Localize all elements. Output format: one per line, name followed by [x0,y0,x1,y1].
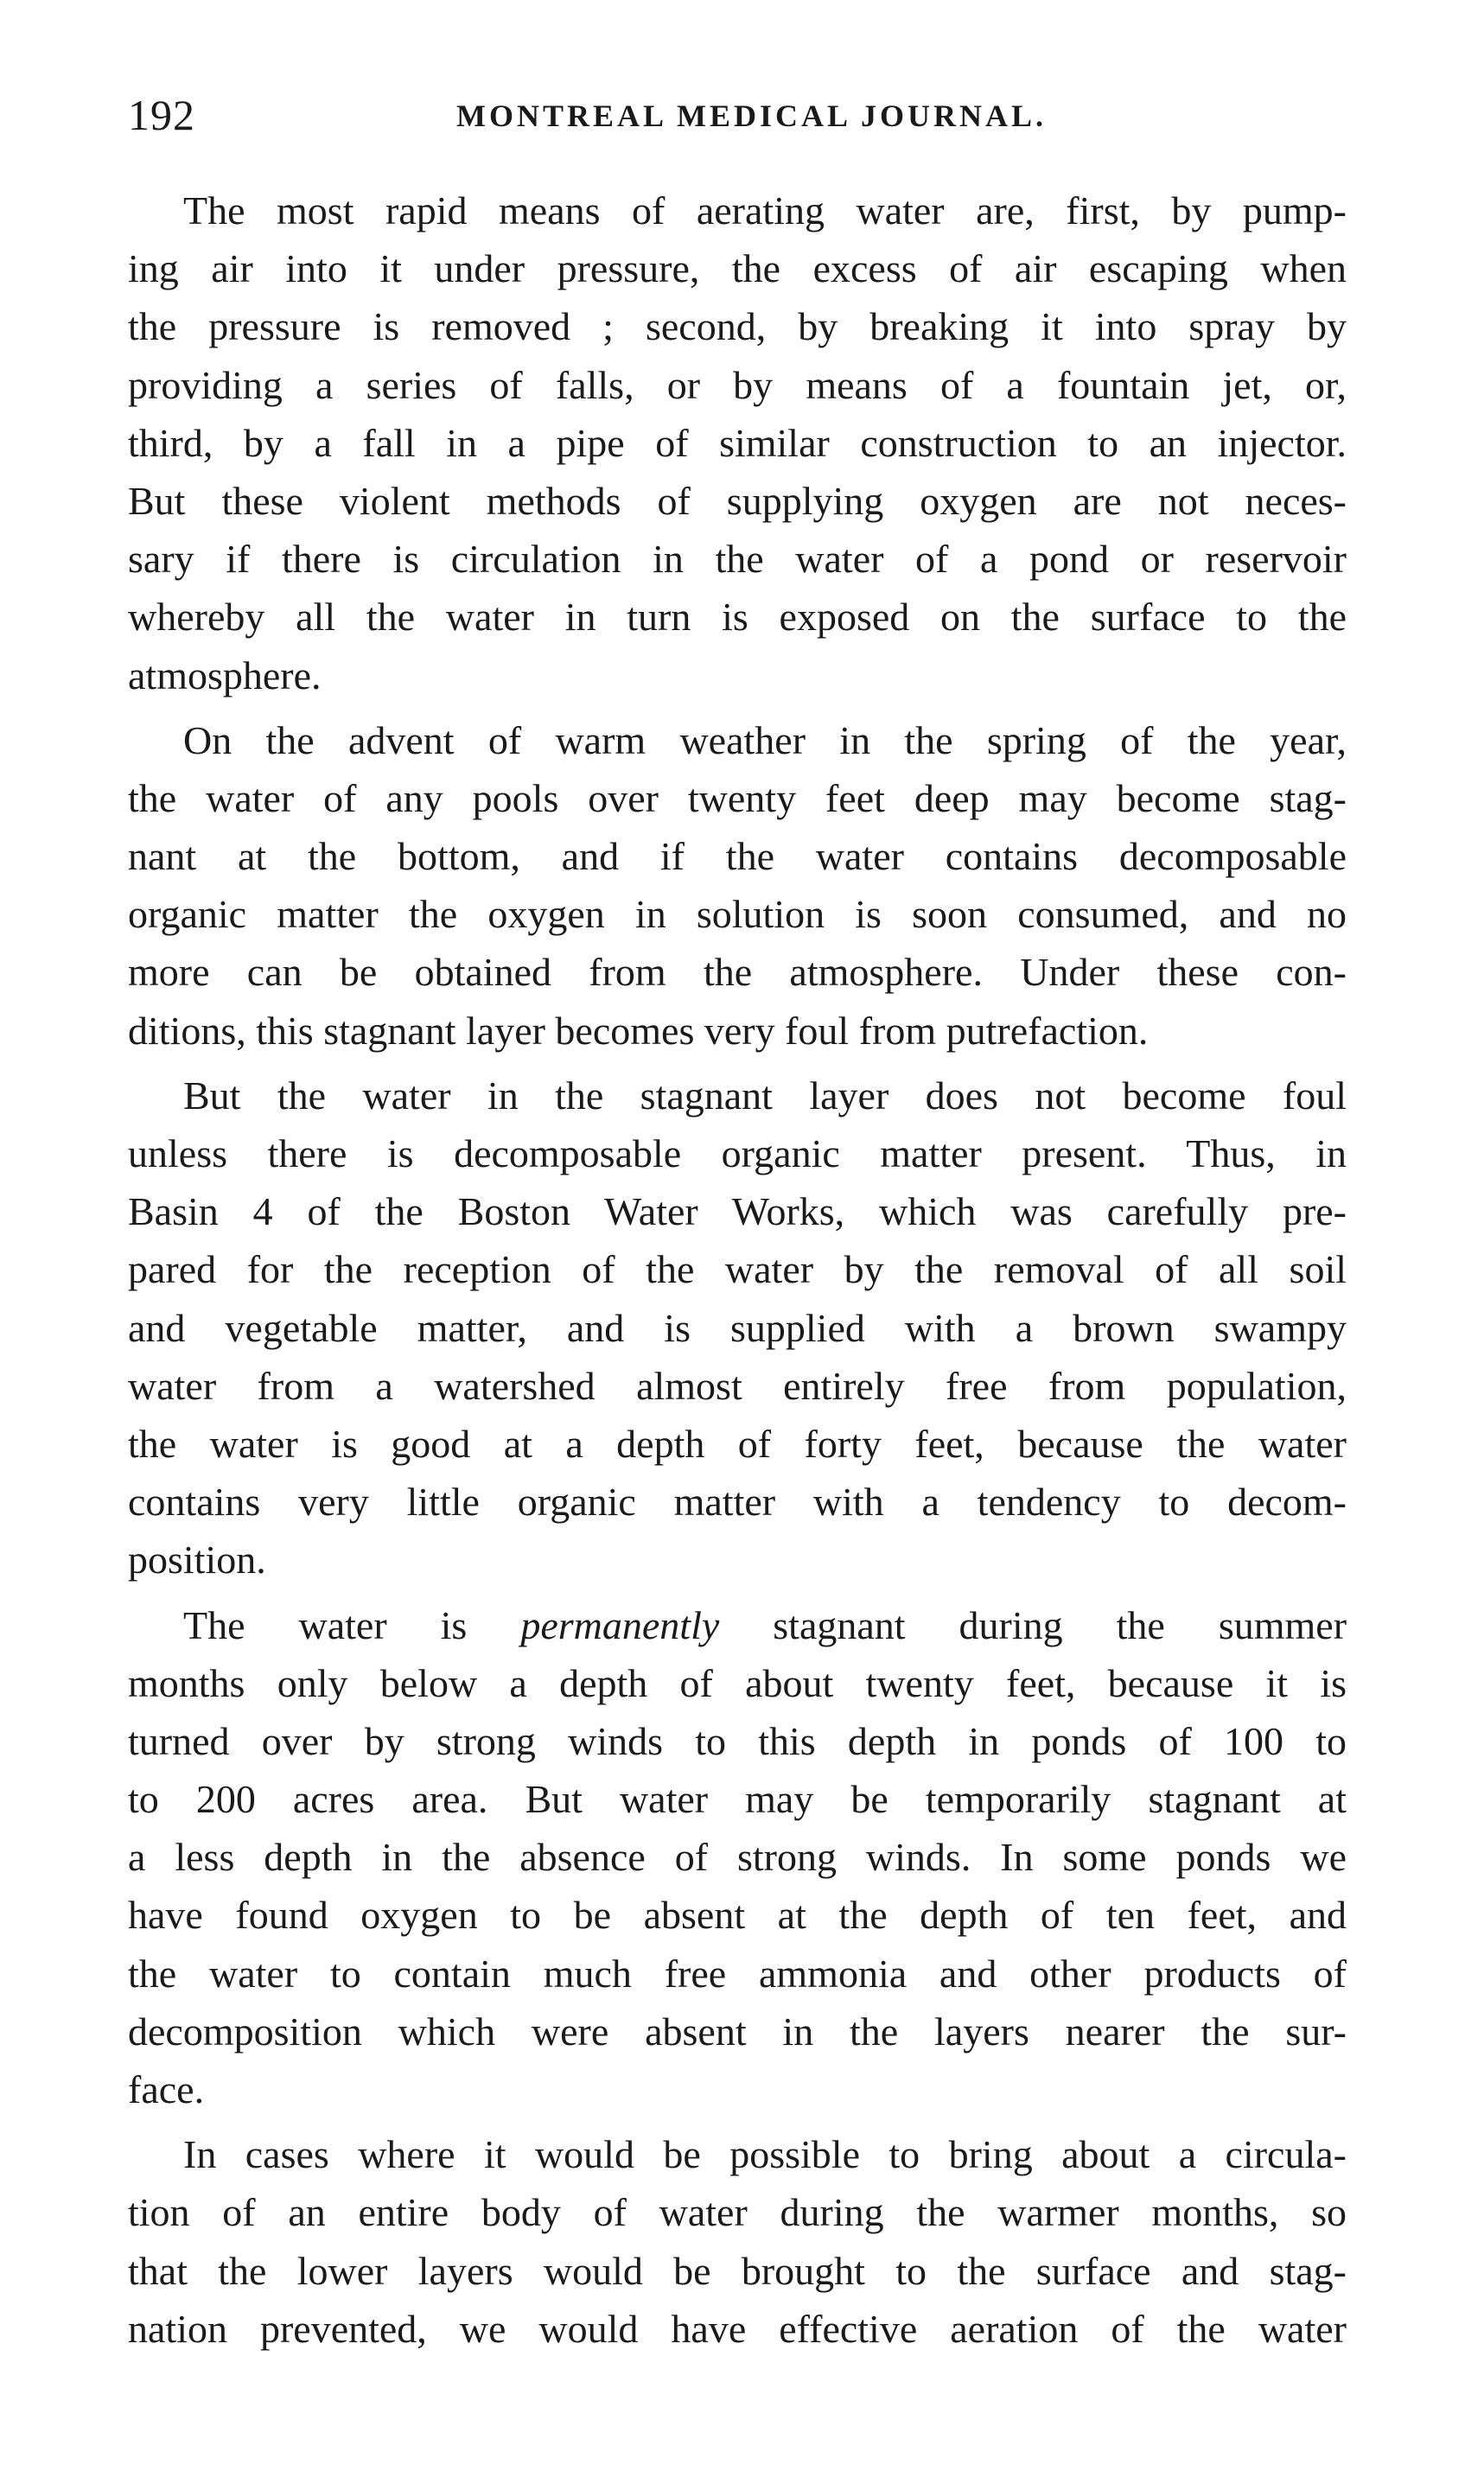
text-line: and vegetable matter, and is supplied with a brown swampy [128,1305,1347,1350]
text-line: water from a watershed almost entirely free from population, [128,1363,1347,1408]
running-head: MONTREAL MEDICAL JOURNAL. [456,99,1048,133]
text-line: providing a series of falls, or by means of a fountain jet, or, [128,362,1347,407]
text-run: The water is [183,1602,468,1647]
paragraph-permanently-stagnant [128,1596,1347,2119]
paragraph-warm-weather [128,711,1347,1060]
text-line: whereby all the water in turn is exposed on the surface to the [128,595,1347,640]
text-line: But the water in the stagnant layer does not become foul [183,1073,1347,1118]
text-line: turned over by strong winds to this depth in ponds of 100 to [128,1718,1347,1763]
text-run: stagnant during the summer [773,1602,1347,1647]
text-line: the water is good at a depth of forty feet, because the water [128,1421,1347,1466]
text-line: The most rapid means of aerating water are, first, by pump- [183,188,1347,232]
text-line: face. [128,2067,205,2111]
text-line: the pressure is removed ; second, by breaking it into spray by [128,304,1347,349]
text-line: that the lower layers would be brought to the surface and stag- [128,2248,1347,2293]
text-line: ing air into it under pressure, the excess of air escaping when [128,246,1347,291]
text-line: pared for the reception of the water by the removal of all soil [128,1247,1347,1292]
paragraph-stagnant-layer [128,1067,1347,1589]
text-line: third, by a fall in a pipe of similar construction to an injector. [128,420,1347,465]
text-line: In cases where it would be possible to bring about a circula- [183,2132,1347,2177]
text-line: more can be obtained from the atmosphere. Under these con- [128,950,1347,995]
text-line: nant at the bottom, and if the water contains decomposable [128,834,1347,879]
text-line: tion of an entire body of water during the warmer months, so [128,2190,1347,2235]
italic-word: permanently [520,1602,720,1647]
text-line: sary if there is circulation in the water of a pond or reservoir [128,537,1347,582]
text-line: position. [128,1538,266,1583]
text-line: ditions, this stagnant layer becomes very foul from putrefaction. [128,1008,1149,1053]
text-line: Basin 4 of the Boston Water Works, which was carefully pre- [128,1189,1347,1234]
text-line: organic matter the oxygen in solution is soon consumed, and no [128,892,1347,937]
text-line: have found oxygen to be absent at the depth of ten feet, and [128,1893,1347,1938]
text-line: months only below a depth of about twenty feet, because it is [128,1660,1347,1705]
text-line: the water of any pools over twenty feet deep may become stag- [128,775,1347,820]
text-line: decomposition which were absent in the layers nearer the sur- [128,2009,1347,2054]
paragraph-aeration-methods [128,181,1347,704]
text-line: to 200 acres area. But water may be temporarily stagnant at [128,1777,1347,1822]
text-line: contains very little organic matter with a tendency to decom- [128,1480,1347,1525]
body-text [128,181,1347,2365]
text-line: the water to contain much free ammonia and other products of [128,1951,1347,1996]
text-line: unless there is decomposable organic matter present. Thus, in [128,1131,1347,1175]
paragraph-circulation [128,2125,1347,2358]
text-line: But these violent methods of supplying oxygen are not neces- [128,478,1347,523]
text-line: On the advent of warm weather in the spring of the year, [183,717,1347,762]
page-header [128,85,1347,145]
text-line-with-italic [128,1596,1347,1654]
text-line: atmosphere. [128,653,322,697]
page-number: 192 [128,91,195,139]
text-line: a less depth in the absence of strong winds. In some ponds we [128,1835,1347,1880]
text-line: nation prevented, we would have effective aeration of the water [128,2306,1347,2351]
